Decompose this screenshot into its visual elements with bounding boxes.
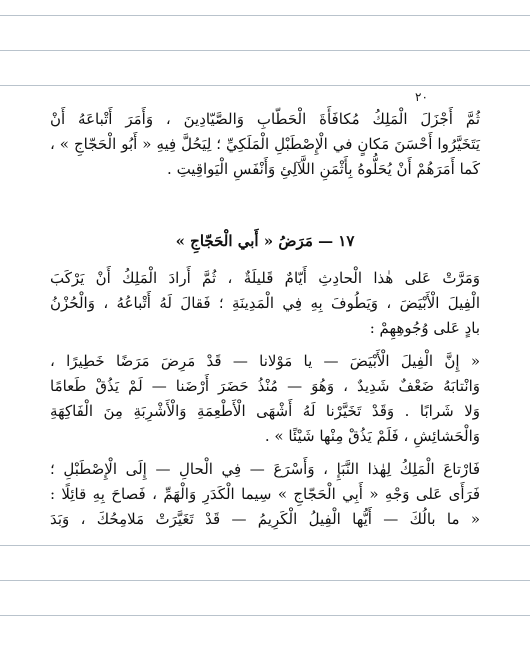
text-line: وَلا شَرابًا . وَقَدْ تَخَيَّرْنا لَهُ أَشْهَى الْأَطْعِمَةِ وَالْأَشْرِبَةِ مِنَ الْفَاكِهَةِ <box>50 402 480 420</box>
text-line: وَالْحَشائِشِ ، فَلَمْ يَذُقْ مِنْها شَيْئًا » . <box>264 427 480 445</box>
text-line: « ما بالُكَ — أَيُّها الْفِيلُ الْكَرِيمُ — قَدْ تَغَيَّرَتْ مَلامِحُكَ ، وَبَدَ <box>50 510 480 528</box>
text-line: « إِنَّ الْفِيلَ الْأَبْيَضَ — يا مَوْلانا — قَدْ مَرِضَ مَرَضًا خَطِيرًا ، <box>50 352 480 370</box>
ruled-line <box>0 615 530 616</box>
text-line: بادٍ عَلى وُجُوهِهِمْ : <box>369 319 480 337</box>
ruled-line <box>0 50 530 51</box>
text-line: وَانْتابَهُ ضَعْفٌ شَدِيدٌ ، وَهُوَ — مُنْذُ حَضَرَ أَرْضَنا — لَمْ يَذُقْ طَعامًا <box>50 377 480 395</box>
page-number: ٢٠ <box>415 90 428 104</box>
text-line: فَارْتاعَ الْمَلِكُ لِهٰذا النَّبَإِ ، وَأَسْرَعَ — فِي الْحالِ — إِلَى الْإِصْطَبْلِ ؛ <box>50 460 480 478</box>
ruled-line <box>0 545 530 546</box>
ruled-line <box>0 85 530 86</box>
text-line: وَمَرَّتْ عَلى هٰذا الْحادِثِ أَيّامٌ قَليلَةٌ ، ثُمَّ أَرادَ الْمَلِكُ أَنْ يَرْكَبَ <box>50 269 480 287</box>
text-line: ثُمَّ أَجْزَلَ الْمَلِكُ مُكافَأَةَ الْحَطّابِ وَالصَّيّادِينَ ، وَأَمَرَ أَتْباعَهُ أَنْ <box>50 110 480 128</box>
ruled-line <box>0 580 530 581</box>
section-heading: ١٧ — مَرَضُ « أَبي الْحَجّاجِ » <box>175 232 355 250</box>
text-line: كَما أَمَرَهُمْ أَنْ يُحَلُّوهُ بِأَثْمَنِ اللَّآلِئِ وَأَنْفَسِ الْيَواقِيتِ . <box>167 160 480 178</box>
text-line: يَتَخَيَّرُوا أَحْسَنَ مَكانٍ في الْإِصْطَبْلِ الْمَلَكِيِّ ؛ لِيَحُلَّ فِيهِ « أَبُو الْحَجّاجِ » ، <box>50 135 481 153</box>
text-line: فَرَأَى عَلى وَجْهِ « أَبِي الْحَجّاجِ » سِيما الْكَدَرِ وَالْهَمِّ ، فَصاحَ بِهِ قائِلًا : <box>50 485 480 503</box>
text-line: الْفِيلَ الْأَبْيَضَ ، وَيَطُوفَ بِهِ فِي الْمَدِينَةِ ؛ فَقالَ لَهُ أَتْباعُهُ ، وَالْحُزْنُ <box>50 294 480 312</box>
ruled-line <box>0 15 530 16</box>
